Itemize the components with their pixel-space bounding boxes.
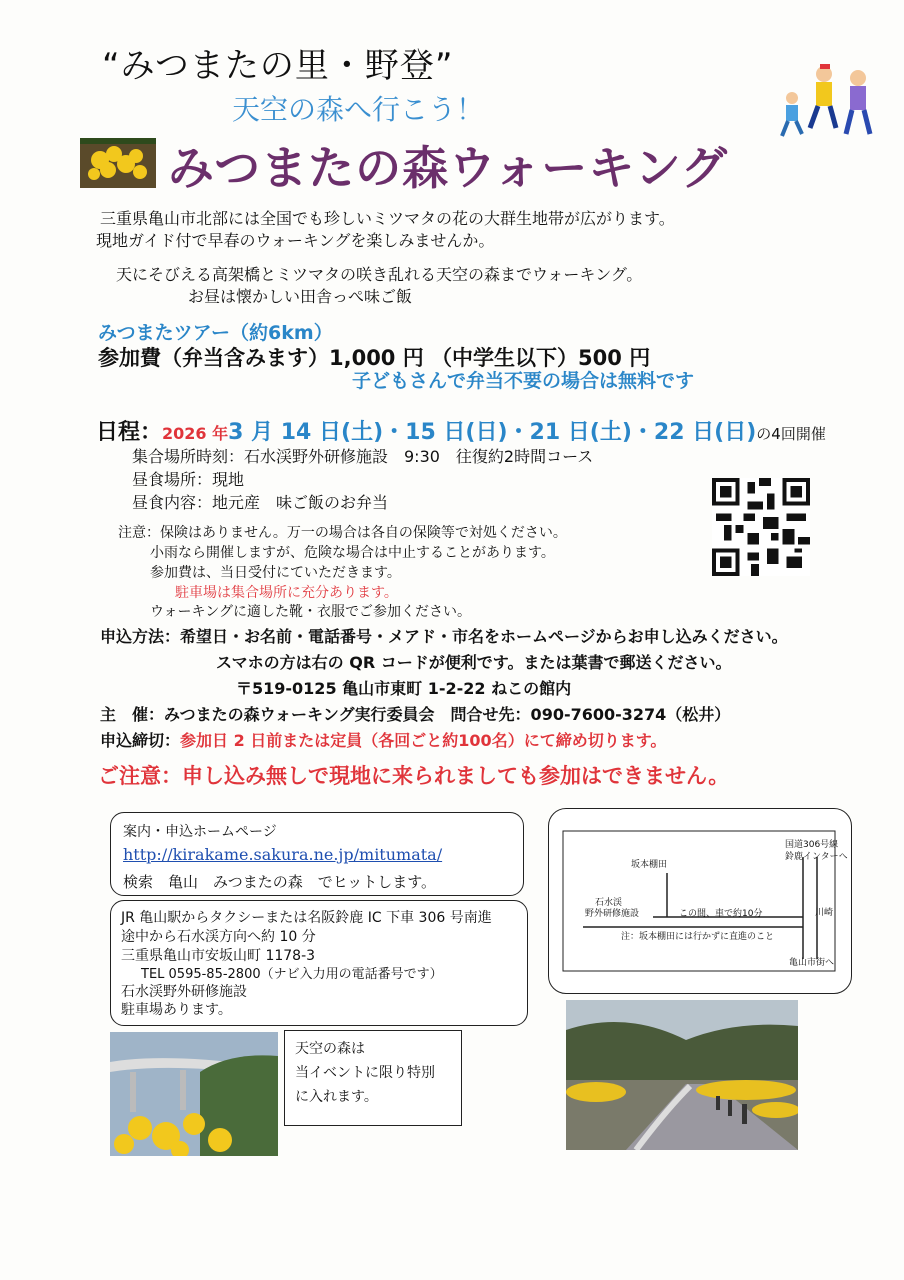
lunch-menu: 昼食内容：地元産 味ご飯のお弁当 <box>132 493 389 512</box>
homepage-box <box>110 812 524 896</box>
apply-method: 申込方法：希望日・お名前・電話番号・メアド・市名をホームページからお申し込みください。 <box>100 627 788 646</box>
map-kawasaki: 川崎 <box>815 908 834 918</box>
access-line1: JR 亀山駅からタクシーまたは名阪鈴鹿 IC 下車 306 号南進 <box>121 910 492 926</box>
map-route306: 国道306号線 <box>785 840 839 850</box>
note-3: 参加費は、当日受付にていただきます。 <box>150 565 401 581</box>
warning-notice: ご注意：申し込み無しで現地に来られましても参加はできません。 <box>98 764 730 788</box>
event-title: みつまたの森ウォーキング <box>168 141 728 195</box>
caption-line1: 天空の森は <box>295 1041 365 1057</box>
mitsumata-flower-image <box>80 138 156 188</box>
note-5: ウォーキングに適した靴・衣服でご参加ください。 <box>150 604 472 620</box>
intro-line3: 天にそびえる高架橋とミツマタの咲き乱れる天空の森までウォーキング。 <box>116 265 643 284</box>
viaduct-flower-photo <box>110 1032 278 1156</box>
map-between: この間、車で約10分 <box>679 909 763 919</box>
intro-line2: 現地ガイド付で早春のウォーキングを楽しみませんか。 <box>96 231 495 250</box>
access-address: 三重県亀山市安坂山町 1178-3 <box>121 948 316 964</box>
walking-family-illustration <box>772 62 882 144</box>
access-facility: 石水渓野外研修施設 <box>121 984 247 1000</box>
note-2: 小雨なら開催しますが、危険な場合は中止することがあります。 <box>150 545 555 561</box>
deadline-line <box>100 728 666 751</box>
homepage-link[interactable]: http://kirakame.sakura.ne.jp/mitumata/ <box>123 845 443 864</box>
qr-code[interactable] <box>712 478 810 576</box>
route-map <box>548 808 852 994</box>
forest-path-photo <box>566 1000 798 1150</box>
map-sekisui1: 石水渓 <box>595 898 623 908</box>
access-box <box>110 900 528 1026</box>
intro-line1: 三重県亀山市北部には全国でも珍しいミツマタの花の大群生地帯が広がります。 <box>100 209 675 228</box>
access-tel: TEL 0595-85-2800（ナビ入力用の電話番号です） <box>141 967 443 982</box>
map-sekisui2: 野外研修施設 <box>585 909 640 919</box>
forest-caption-box <box>284 1030 462 1126</box>
access-parking: 駐車場あります。 <box>121 1002 232 1018</box>
deadline-text: 参加日 2 日前または定員（各回ごと約100名）にて締め切ります。 <box>180 731 667 750</box>
tour-fee: 参加費（弁当含みます）1,000 円 （中学生以下）500 円 <box>98 346 651 370</box>
note-1: 注意：保険はありません。万一の場合は各自の保険等で対処ください。 <box>118 525 567 541</box>
intro-line4: お昼は懐かしい田舎っぺ味ご飯 <box>188 287 413 306</box>
tour-name: みつまたツアー（約6km） <box>98 322 333 344</box>
homepage-label: 案内・申込ホームページ <box>123 824 277 840</box>
map-caution: 注：坂本棚田には行かずに直進のこと <box>621 932 775 942</box>
schedule-tail: の4回開催 <box>756 425 826 443</box>
note-4-parking: 駐車場は集合場所に充分あります。 <box>175 585 398 601</box>
organizer-contact: 主 催：みつまたの森ウォーキング実行委員会 問合せ先：090-7600-3274（松井） <box>100 705 731 724</box>
tour-free-note: 子どもさんで弁当不要の場合は無料です <box>352 370 695 392</box>
caption-line2: 当イベントに限り特別 <box>295 1065 435 1081</box>
meet-info: 集合場所時刻：石水渓野外研修施設 9:30 往復約2時間コース <box>132 447 594 466</box>
schedule-line <box>96 415 826 446</box>
map-kameyama: 亀山市街へ <box>789 958 835 968</box>
deadline-label: 申込締切： <box>100 731 181 750</box>
apply-qr-note: スマホの方は右の QR コードが便利です。または葉書で郵送ください。 <box>216 653 732 672</box>
map-suzuka: 鈴鹿インターへ <box>785 852 848 862</box>
schedule-year: 2026 年 <box>162 424 229 443</box>
title-line2: 天空の森へ行こう！ <box>232 93 485 126</box>
access-line2: 途中から石水渓方向へ約 10 分 <box>121 929 316 945</box>
map-sakamoto: 坂本棚田 <box>631 860 668 870</box>
homepage-search-hint: 検索 亀山 みつまたの森 でヒットします。 <box>123 873 437 891</box>
caption-line3: に入れます。 <box>295 1089 378 1105</box>
schedule-dates: 3 月 14 日(土)・15 日(日)・21 日(土)・22 日(日) <box>228 420 757 445</box>
lunch-place: 昼食場所：現地 <box>132 470 245 489</box>
apply-address: 〒519-0125 亀山市東町 1-2-22 ねこの館内 <box>236 679 572 698</box>
schedule-label: 日程： <box>96 420 163 445</box>
title-line1: “みつまたの里・野登” <box>102 46 454 86</box>
